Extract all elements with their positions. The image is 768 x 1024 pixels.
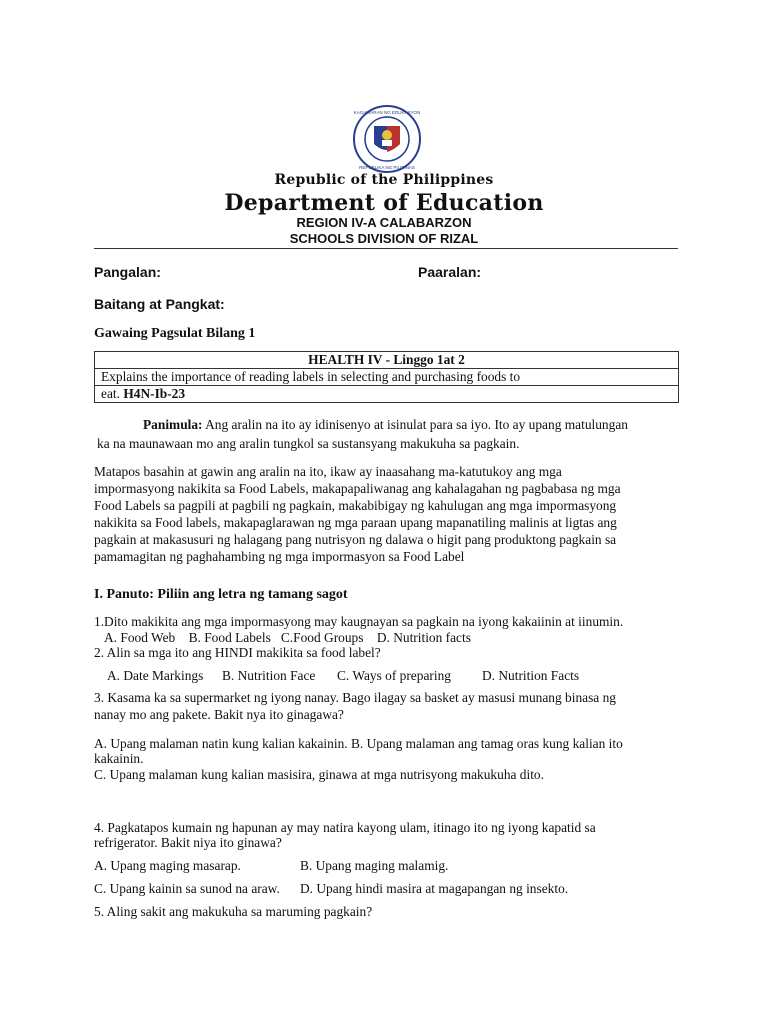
svg-text:KAGAWARAN NG EDUKASYON: KAGAWARAN NG EDUKASYON: [353, 110, 421, 115]
q2-choice-b: B. Nutrition Face: [222, 668, 316, 683]
box-line2: [95, 386, 679, 403]
question-3-line1: 3. Kasama ka sa supermarket ng iyong nanay. Bago ilagay sa basket ay masusi munang binasa ng: [94, 690, 616, 705]
objectives-paragraph: [94, 463, 684, 565]
header-divider: [94, 248, 678, 249]
q3-choice-ab-line1: A. Upang malaman natin kung kalian kakainin. B. Upang malaman ang tamag oras kung kalian ito: [94, 736, 623, 751]
q1-choice-a: A. Food Web: [104, 630, 176, 645]
panimula-text1: Ang aralin na ito ay idinisenyo at isinulat para sa iyo. Ito ay upang matulungan: [205, 417, 628, 432]
objectives-line: impormasyong nakikita sa Food Labels, makapapaliwanag ang kahalagahan ng pagbabasa ng mga: [94, 481, 621, 496]
panimula-line1: [143, 416, 628, 433]
division-heading: SCHOOLS DIVISION OF RIZAL: [289, 231, 479, 246]
objectives-line: Matapos basahin at gawin ang aralin na ito, ikaw ay inaasahang ma-katutukoy ang mga: [94, 464, 562, 479]
region-heading: REGION IV-A CALABARZON: [296, 215, 472, 230]
question-4-line2: refrigerator. Bakit niya ito ginawa?: [94, 835, 282, 850]
baitang-label: Baitang at Pangkat:: [94, 296, 225, 312]
q1-choice-c: C.Food Groups: [280, 630, 364, 645]
competency-code: H4N-Ib-23: [123, 386, 186, 401]
q4-choice-c: C. Upang kainin sa sunod na araw.: [94, 881, 280, 896]
objectives-line: nakikita sa Food labels, makapaglarawan ng mga paraan upang mapanatiling malinis at ligtas ang: [94, 515, 617, 530]
department-heading: Department of Education: [224, 190, 544, 216]
question-2: 2. Alin sa mga ito ang HINDI makikita sa food label?: [94, 645, 381, 660]
question-3-line2: nanay mo ang pakete. Bakit nya ito ginagawa?: [94, 707, 344, 722]
box-line1: Explains the importance of reading labels in selecting and purchasing foods to: [95, 369, 679, 386]
question-5: 5. Aling sakit ang makukuha sa maruming pagkain?: [94, 904, 373, 919]
question-1: 1.Dito makikita ang mga impormasyong may kaugnayan sa pagkain na iyong kakaiinin at iinumin.: [94, 614, 624, 629]
q4-choice-a: A. Upang maging masarap.: [94, 858, 241, 873]
objectives-line: Food Labels sa pagpili at pagbili ng pagkain, makabibigay ng kahulugan ang mga impormasyong: [94, 498, 617, 513]
q4-choice-d: D. Upang hindi masira at magapangan ng insekto.: [300, 881, 569, 896]
panimula-label: Panimula:: [143, 417, 203, 432]
section-title: I. Panuto: Piliin ang letra ng tamang sagot: [94, 587, 348, 602]
q4-choice-b: B. Upang maging malamig.: [300, 858, 449, 873]
deped-seal: [352, 104, 422, 174]
svg-text:REPUBLIKA NG PILIPINAS: REPUBLIKA NG PILIPINAS: [359, 165, 415, 170]
objectives-line: pamamagitan ng paghahambing ng mga impormasyon sa Food Label: [94, 549, 465, 564]
q1-choice-d: D. Nutrition facts: [376, 630, 471, 645]
q3-choice-c: C. Upang malaman kung kalian masisira, ginawa at mga nutrisyong makukuha dito.: [94, 767, 544, 782]
q2-choice-d: D. Nutrition Facts: [482, 668, 580, 683]
q2-choice-c: C. Ways of preparing: [337, 668, 451, 683]
pangalan-label: Pangalan:: [94, 264, 161, 280]
panimula-line2: ka na maunawaan mo ang aralin tungkol sa sustansyang makukuha sa pagkain.: [97, 436, 520, 451]
paaralan-label: Paaralan:: [418, 264, 482, 280]
competency-box: [94, 351, 679, 403]
gawain-title: Gawaing Pagsulat Bilang 1: [94, 326, 256, 341]
box-title: HEALTH IV - Linggo 1at 2: [95, 352, 679, 369]
q3-choice-ab-line2: kakainin.: [94, 751, 144, 766]
question-4-line1: 4. Pagkatapos kumain ng hapunan ay may natira kayong ulam, itinago ito ng iyong kapatid sa: [94, 820, 596, 835]
q2-choice-a: A. Date Markings: [107, 668, 204, 683]
republic-heading: Republic of the Philippines: [274, 172, 494, 188]
objectives-line: pagkain at makasusuri ng halagang pang nutrisyon ng dalawa o higit pang produktong pagkain sa: [94, 532, 617, 547]
box-line2-prefix: eat.: [101, 386, 120, 401]
q1-choice-b: B. Food Labels: [188, 630, 271, 645]
